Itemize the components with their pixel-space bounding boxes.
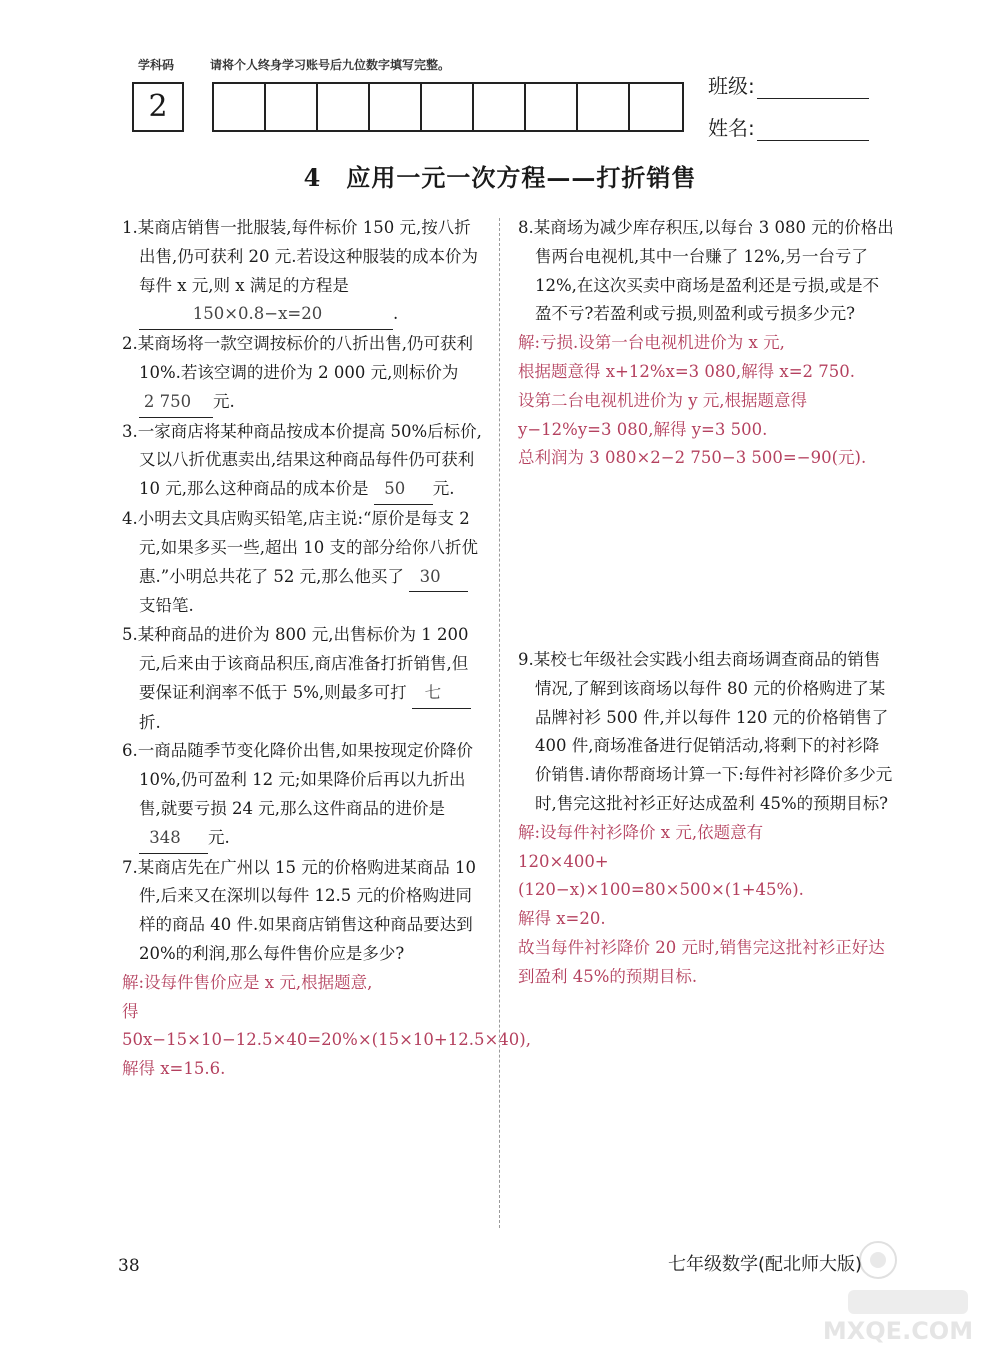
class-field xyxy=(708,70,869,99)
answer-blank: 七 xyxy=(412,679,471,709)
subject-code-label: 学科码 xyxy=(138,58,175,72)
solution-9-line-1: 解:设每件衬衫降价 x 元,依题意有 xyxy=(518,822,764,842)
digit-box[interactable] xyxy=(370,84,422,130)
answer-blank: 50 xyxy=(374,475,433,505)
solution-7-line-2: 得 50x−15×10−12.5×40=20%×(15×10+12.5×40),解得 x=15.6. xyxy=(122,1001,531,1079)
question-1: 1.某商店销售一批服装,每件标价 150 元,按八折出售,仍可获利 20 元.若设这种服装的成本价为每件 x 元,则 x 满足的方程是 150×0.8−x=20 . xyxy=(122,214,484,330)
right-column-bottom xyxy=(518,646,894,992)
question-9: 9.某校七年级社会实践小组去商场调查商品的销售情况,了解到该商场以每件 80 元的价格购进了某品牌衬衫 500 件,并以每件 120 元的价格销售了 400 件,商场准备进行促销活动,将剩下的衬衫降价销售.请你帮商场计算一下:每件衬衫降价多少元时,售完这批衬衫正好达成盈利 45%的预期目标? xyxy=(518,650,893,813)
answer-blank: 348 xyxy=(139,824,208,854)
class-blank[interactable] xyxy=(757,78,869,99)
question-6: 6.一商品随季节变化降价出售,如果按现定价降价 10%,仍可盈利 12 元;如果降价后再以九折出售,就要亏损 24 元,那么这件商品的进价是 348 元. xyxy=(122,737,484,853)
solution-8-line-1: 解:亏损.设第一台电视机进价为 x 元, xyxy=(518,333,785,353)
digit-box[interactable] xyxy=(318,84,370,130)
account-instruction: 请将个人终身学习账号后九位数字填写完整。 xyxy=(210,58,451,72)
answer-blank: 2 750 xyxy=(139,388,213,418)
subject-code-box: 2 xyxy=(132,82,184,132)
watermark-logo-icon xyxy=(808,1235,988,1345)
answer-blank: 30 xyxy=(409,563,468,593)
name-label: 姓名: xyxy=(708,116,755,140)
question-8: 8.某商场为减少库存积压,以每台 3 080 元的价格出售两台电视机,其中一台赚了 12%,另一台亏了 12%,在这次买卖中商场是盈利还是亏损,或是不盈不亏?若盈利或亏损,则盈利或亏损多少元? xyxy=(518,218,894,324)
digit-box[interactable] xyxy=(214,84,266,130)
book-title: 七年级数学(配北师大版) xyxy=(668,1254,863,1275)
question-3: 3.一家商店将某种商品按成本价提高 50%后标价,又以八折优惠卖出,结果这种商品每件仍可获利 10 元,那么这种商品的成本价是 50 元. xyxy=(122,418,484,505)
question-2: 2.某商场将一款空调按标价的八折出售,仍可获利 10%.若该空调的进价为 2 000 元,则标价为 2 750 元. xyxy=(122,330,484,417)
digit-box[interactable] xyxy=(422,84,474,130)
class-label: 班级: xyxy=(708,74,755,98)
name-blank[interactable] xyxy=(757,120,869,141)
right-column-top xyxy=(518,214,894,473)
digit-box[interactable] xyxy=(474,84,526,130)
solution-9-line-4: 故当每件衬衫降价 20 元时,销售完这批衬衫正好达到盈利 45%的预期目标. xyxy=(518,937,885,986)
solution-9-line-3: 解得 x=20. xyxy=(518,909,606,929)
solution-8-line-3: 设第二台电视机进价为 y 元,根据题意得 y−12%y=3 080,解得 y=3 500. xyxy=(518,390,808,439)
question-4: 4.小明去文具店购买铅笔,店主说:“原价是每支 2 元,如果多买一些,超出 10 支的部分给你八折优惠.”小明总共花了 52 元,那么他买了 30支铅笔. xyxy=(122,508,478,616)
question-5: 5.某种商品的进价为 800 元,出售标价为 1 200 元,后来由于该商品积压,商店准备打折销售,但要保证利润率不低于 5%,则最多可打 七折. xyxy=(122,621,484,737)
column-divider xyxy=(499,218,500,1228)
solution-8-line-2: 根据题意得 x+12%x=3 080,解得 x=2 750. xyxy=(518,361,856,381)
digit-box[interactable] xyxy=(630,84,682,130)
solution-7-line-1: 解:设每件售价应是 x 元,根据题意, xyxy=(122,972,373,992)
answer-blank: 150×0.8−x=20 xyxy=(139,300,393,330)
account-digit-boxes xyxy=(212,82,684,132)
left-column xyxy=(122,214,531,1084)
solution-8-line-4: 总利润为 3 080×2−2 750−3 500=−90(元). xyxy=(518,448,867,468)
digit-box[interactable] xyxy=(578,84,630,130)
digit-box[interactable] xyxy=(266,84,318,130)
digit-box[interactable] xyxy=(526,84,578,130)
watermark-text: MXQE.COM xyxy=(822,1317,974,1345)
name-field xyxy=(708,112,869,141)
solution-9-line-2: 120×400+(120−x)×100=80×500×(1+45%). xyxy=(518,851,804,900)
page-title: 4 应用一元一次方程——打折销售 xyxy=(303,163,697,192)
page-number: 38 xyxy=(118,1256,140,1276)
question-7: 7.某商店先在广州以 15 元的价格购进某商品 10 件,后来又在深圳以每件 12.5 元的价格购进同样的商品 40 件.如果商店销售这种商品要达到 20%的利润,那么每件售价应是多少? xyxy=(122,857,476,963)
